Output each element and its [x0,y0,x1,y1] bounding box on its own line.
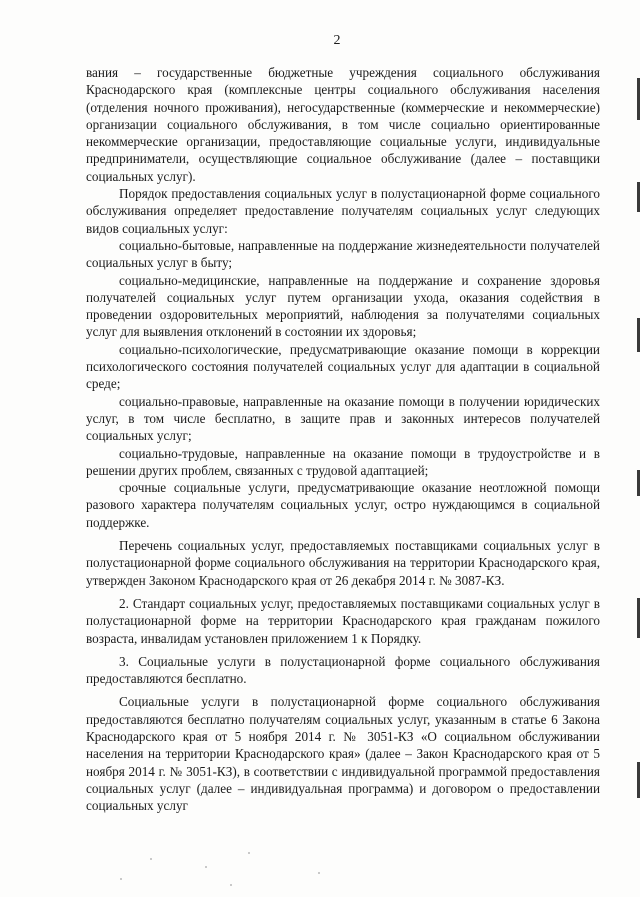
paragraph-psychological-services: социально-психологические, предусматривающие оказание помощи в коррекции психологического состояния получателей социальных услуг для адаптации в социальной среде; [86,341,600,392]
paragraph-continuation: вания – государственные бюджетные учреждения социального обслуживания Краснодарского края (комплексные центры социального обслуживания населения (отделения ночного проживания), негосударственные (коммерческие и некоммерческие) организации социального обслуживания, в том числе социально ориентированные некоммерческие организации, предоставляющие социальные услуги, индивидуальные предприниматели, осуществляющие социальное обслуживание (далее – поставщики социальных услуг). [86,65,600,184]
scan-speck [120,878,122,880]
scan-speck [150,858,152,860]
paragraph-services-list: Перечень социальных услуг, предоставляемых поставщиками социальных услуг в полустационарной форме социального обслуживания на территории Краснодарского края, утвержден Законом Краснодарского края от 26 декабря 2014 г. № 3087-КЗ. [86,538,600,588]
scan-speck [248,852,250,854]
scan-speck [230,884,232,886]
page-number: 2 [333,33,341,48]
paragraph-labor-services: социально-трудовые, направленные на оказание помощи в трудоустройстве и в решении других проблем, связанных с трудовой адаптацией; [86,445,600,478]
paragraph-legal-services: социально-правовые, направленные на оказание помощи в получении юридических услуг, в том числе бесплатно, в защите прав и законных интересов получателей социальных услуг; [86,393,600,444]
body-text [86,64,600,814]
scan-speck [318,872,320,874]
paragraph-urgent-services: срочные социальные услуги, предусматривающие оказание неотложной помощи разового характера получателям социальных услуг, остро нуждающимся в социальной поддержке. [86,480,600,530]
paragraph-medical-services: социально-медицинские, направленные на поддержание и сохранение здоровья получателей социальных услуг путем организации ухода, оказания содействия в проведении оздоровительных мероприятий, наблюдения за получателями социальных услуг для выявления отклонений в состоянии их здоровья; [86,272,600,340]
scan-speck [205,866,207,868]
paragraph-standard: 2. Стандарт социальных услуг, предоставляемых поставщиками социальных услуг в полустационарной форме на территории Краснодарского края гражданам пожилого возраста, инвалидам установлен приложением 1 к Порядку. [86,595,600,646]
paragraph-free-of-charge: 3. Социальные услуги в полустационарной форме социального обслуживания предоставляются бесплатно. [86,653,600,687]
paragraph-free-recipients: Социальные услуги в полустационарной форме социального обслуживания предоставляются бесплатно получателям социальных услуг, указанным в статье 6 Закона Краснодарского края от 5 ноября 2014 г. № 3051-КЗ «О социальном обслуживании населения на территории Краснодарского края» (далее – Закон Краснодарского края от 5 ноября 2014 г. № 3051-КЗ), в соответствии с индивидуальной программой предоставления социальных услуг (далее – индивидуальная программа) и договором о предоставлении социальных услуг [86,694,600,814]
paragraph-household-services: социально-бытовые, направленные на поддержание жизнедеятельности получателей социальных услуг в быту; [86,237,600,271]
paragraph-procedure-intro: Порядок предоставления социальных услуг в полустационарной форме социального обслуживания определяет предоставление получателям социальных услуг следующих видов социальных услуг: [86,186,600,236]
